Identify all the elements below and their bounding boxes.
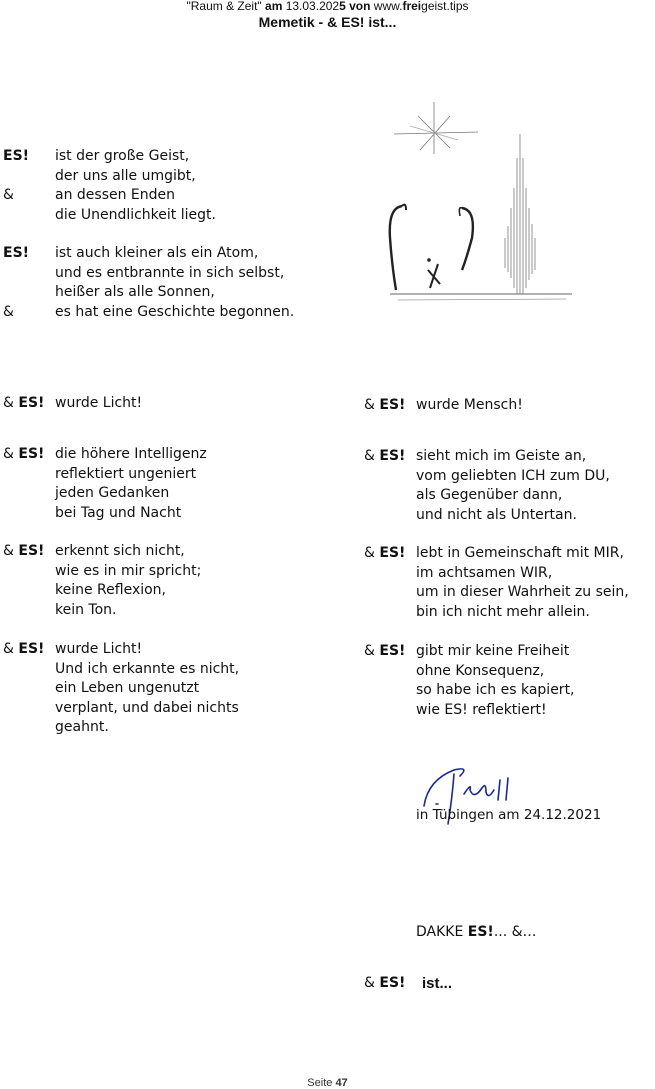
line-text: lebt in Gemeinschaft mit MIR, [416, 545, 624, 561]
line-text: ein Leben ungenutzt [55, 680, 200, 696]
poem-line [3, 504, 333, 524]
line-text: an dessen Enden [55, 187, 176, 203]
ground-line [398, 299, 566, 300]
poem-line [3, 186, 333, 206]
line-text: kein Ton. [55, 601, 117, 618]
left-stanza-2 [3, 445, 333, 523]
sketch-stroke [402, 205, 406, 210]
line-text: keine Reflexion, [55, 582, 167, 598]
line-label: ES! [3, 148, 30, 164]
line-text: wie ES! reflektiert! [416, 701, 547, 718]
line-label: & ES! [364, 545, 406, 561]
line-text: reflektiert ungeniert [55, 465, 197, 482]
left-stanza-1 [3, 394, 333, 414]
poem-line [364, 681, 654, 701]
line-text: um in dieser Wahrheit zu sein, [416, 584, 629, 600]
right-stanza-4 [364, 642, 654, 720]
poem-line [3, 147, 333, 167]
closing-ist: ist... [422, 975, 453, 992]
sketch-stroke [430, 264, 438, 288]
intro-stanza-2 [3, 244, 333, 322]
poem-line [364, 544, 654, 564]
poem-line [3, 484, 333, 504]
poem-line [3, 601, 333, 621]
header-geist: geist [421, 0, 447, 13]
line-label: & ES! [3, 446, 45, 462]
line-text: ist der große Geist, [55, 148, 190, 164]
poem-line [3, 244, 333, 264]
line-text: wurde Mensch! [416, 397, 523, 413]
line-text: der uns alle umgibt, [55, 167, 196, 184]
poem-line [3, 660, 333, 680]
signature-stroke [498, 780, 500, 800]
poem-line [3, 562, 333, 582]
header-am: am [261, 0, 286, 13]
sketch-stroke [459, 208, 462, 216]
line-text: die höhere Intelligenz [55, 446, 207, 462]
signature-stroke [424, 769, 464, 806]
line-text: sieht mich im Geiste an, [416, 448, 587, 464]
line-label: ES! [3, 245, 30, 261]
poem-line [364, 396, 654, 416]
line-text: geahnt. [55, 719, 109, 735]
line-text: ist auch kleiner als ein Atom, [55, 245, 259, 261]
line-text: und es entbrannte in sich selbst, [55, 264, 285, 281]
line-text: bin ich nicht mehr allein. [416, 603, 590, 620]
line-text: gibt mir keine Freiheit [416, 643, 570, 659]
line-text: bei Tag und Nacht [55, 504, 182, 521]
poem-line [3, 445, 333, 465]
header-www: www. [373, 0, 403, 13]
line-text: die Unendlichkeit liegt. [55, 206, 216, 223]
line-label: & ES! [3, 395, 45, 411]
line-text: heißer als alle Sonnen, [55, 284, 215, 300]
page-title: Memetik - & ES! ist... [258, 14, 397, 30]
poem-line [364, 486, 654, 506]
header-date-a: 13.03.202 [285, 0, 340, 13]
poem-line [364, 506, 654, 526]
page-label: Seite [307, 1077, 336, 1089]
poem-line [364, 974, 654, 994]
poem-line [3, 699, 333, 719]
poem-line [3, 581, 333, 601]
poem-line [3, 542, 333, 562]
line-label: & ES! [3, 543, 45, 559]
header-source: "Raum & Zeit" [186, 0, 262, 13]
page-footer [0, 1077, 655, 1089]
line-label: & [3, 187, 14, 203]
line-label: & ES! [364, 397, 406, 413]
line-text: ohne Konsequenz, [416, 662, 545, 679]
closing-dakke: DAKKE ES!... &… [416, 924, 537, 940]
line-text: und nicht als Untertan. [416, 506, 577, 523]
poem-line [364, 662, 654, 682]
line-text: es hat eine Geschichte begonnen. [55, 303, 295, 320]
left-stanza-4 [3, 640, 333, 738]
page-number: 47 [335, 1077, 348, 1089]
header-tips: .tips [446, 0, 469, 13]
poem-line [364, 564, 654, 584]
line-text: wie es in mir spricht; [55, 562, 202, 579]
line-text: jeden Gedanken [55, 485, 170, 501]
line-label: & ES! [364, 643, 406, 659]
line-text: so habe ich es kapiert, [416, 682, 575, 698]
poem-line [364, 447, 654, 467]
poem-line [3, 283, 333, 303]
poem-line [364, 467, 654, 487]
poem-line [3, 206, 333, 226]
sketch-stroke [390, 206, 402, 290]
poem-line [3, 718, 333, 738]
right-stanza-1 [364, 396, 654, 416]
signature-stroke [464, 786, 494, 796]
poem-line [3, 465, 333, 485]
poem-line [3, 394, 333, 414]
signature-place-date: in Tübingen am 24.12.2021 [416, 807, 602, 823]
poem-line [3, 167, 333, 187]
line-label: & [3, 303, 14, 320]
poem-line [3, 264, 333, 284]
poem-line [3, 640, 333, 660]
line-text: als Gegenüber dann, [416, 487, 563, 503]
line-text: im achtsamen WIR, [416, 564, 553, 581]
poem-line [364, 603, 654, 623]
line-text: erkennt sich nicht, [55, 543, 185, 559]
poem-line [364, 583, 654, 603]
source-header [0, 0, 655, 13]
poem-line [3, 303, 333, 323]
header-von: 5 von [339, 0, 374, 13]
signature-stroke [506, 778, 508, 800]
line-text: vom geliebten ICH zum DU, [416, 467, 610, 484]
sketch-illustration [380, 98, 580, 310]
header-frei: frei [402, 0, 422, 13]
line-text: wurde Licht! [55, 395, 143, 411]
left-stanza-3 [3, 542, 333, 620]
right-stanza-2 [364, 447, 654, 525]
closing-final [364, 974, 654, 994]
line-text: wurde Licht! [55, 641, 143, 657]
line-text: Und ich erkannte es nicht, [55, 660, 240, 677]
line-label: & ES! [364, 448, 406, 464]
sketch-stroke [462, 208, 473, 270]
right-stanza-3 [364, 544, 654, 622]
line-label: & ES! [364, 975, 406, 991]
intro-stanza-1 [3, 147, 333, 225]
line-label: & ES! [3, 641, 45, 657]
sketch-dot [427, 258, 431, 262]
poem-line [3, 679, 333, 699]
poem-line [364, 642, 654, 662]
poem-line [364, 701, 654, 721]
line-text: verplant, und dabei nichts [55, 699, 239, 716]
tree-hatching [505, 134, 535, 294]
